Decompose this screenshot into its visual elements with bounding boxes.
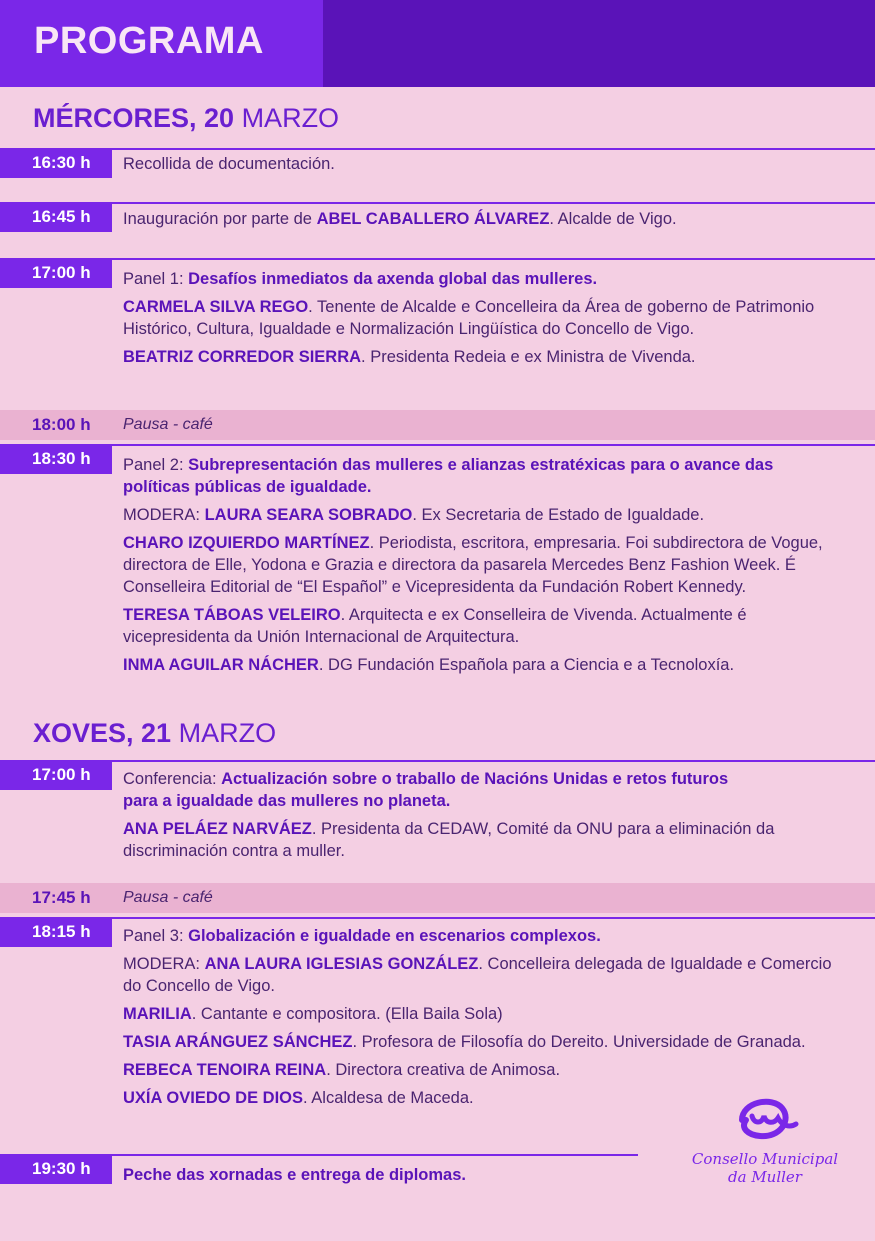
session-time: 17:00 h: [0, 258, 112, 288]
session-time: 18:30 h: [0, 444, 112, 474]
row-divider: [0, 148, 875, 150]
session-text: Panel 1: Desafíos inmediatos da axenda global das mulleres. CARMELA SILVA REGO. Tenente de Alcalde e Concelleira da Área de goberno de Patrimonio Histórico, Cultura, Igualdade e Normalización Lingüística do Concello de Vigo. BEATRIZ CORREDOR SIERRA. Presidenta Redeia e ex Ministra de Vivenda.: [123, 270, 815, 366]
session-time: 16:45 h: [0, 202, 112, 232]
pause-band: [0, 883, 875, 913]
day-heading-2: XOVES, 21 MARZO: [33, 718, 277, 748]
session-text: Conferencia: Actualización sobre o traballo de Nacións Unidas e retos futuros para a igualdade das mulleres no planeta. ANA PELÁEZ NARVÁEZ. Presidenta da CEDAW, Comité da ONU para a eliminación da discriminación contra a muller.: [123, 770, 775, 860]
session-text: Panel 2: Subrepresentación das mulleres e alianzas estratéxicas para o avance das políticas públicas de igualdade. MODERA: LAURA SEARA SOBRADO. Ex Secretaria de Estado de Igualdade. CHARO IZQUIERDO MARTÍNEZ. Periodista, escritora, empresaria. Foi subdirectora de Vogue, directora de Elle, Yodona e Grazia e directora da pasarela Mercedes Benz Fashion Week. É Conselleira Editorial de “El Español” e Vicepresidenta da Fundación Robert Kennedy. TERESA TÁBOAS VELEIRO. Arquitecta e ex Conselleira de Vivenda. Actualmente é vicepresidenta da Unión Internacional de Arquitectura. INMA AGUILAR NÁCHER. DG Fundación Española para a Ciencia e a Tecnoloxía.: [123, 456, 823, 674]
session-time: 16:30 h: [0, 148, 112, 178]
session-time: 18:15 h: [0, 917, 112, 947]
logo-text-line1: Consello Municipal: [691, 1150, 839, 1168]
row-divider: [0, 760, 875, 762]
header-bar: [0, 0, 875, 87]
row-divider: [0, 444, 875, 446]
pause-text: Pausa - café: [123, 416, 213, 433]
pause-time: 18:00 h: [32, 415, 91, 434]
session-text: Recollida de documentación.: [123, 155, 335, 173]
logo-mark-icon: [690, 1090, 840, 1146]
day-heading-1: MÉRCORES, 20 MARZO: [33, 103, 340, 133]
session-text: Panel 3: Globalización e igualdade en escenarios complexos. MODERA: ANA LAURA IGLESIAS GONZÁLEZ. Concelleira delegada de Igualdade e Comercio do Concello de Vigo. MARILIA. Cantante e compositora. (Ella Baila Sola) TASIA ARÁNGUEZ SÁNCHEZ. Profesora de Filosofía do Dereito. Universidade de Granada. REBECA TENOIRA REINA. Directora creativa de Animosa. UXÍA OVIEDO DE DIOS. Alcaldesa de Maceda.: [123, 927, 832, 1107]
row-divider: [0, 258, 875, 260]
session-time: 17:00 h: [0, 760, 112, 790]
pause-band: [0, 410, 875, 440]
session-text: Peche das xornadas e entrega de diplomas.: [123, 1166, 466, 1184]
pause-text: Pausa - café: [123, 889, 213, 906]
header-title-block: [0, 0, 323, 87]
consello-logo: [690, 1090, 840, 1190]
row-divider: [0, 202, 875, 204]
session-text: Inauguración por parte de ABEL CABALLERO ÁLVAREZ. Alcalde de Vigo.: [123, 210, 677, 228]
logo-text-line2: da Muller: [728, 1168, 802, 1186]
page-title: PROGRAMA: [34, 20, 264, 62]
pause-time: 17:45 h: [32, 888, 91, 907]
session-time: 19:30 h: [0, 1154, 112, 1184]
row-divider: [0, 917, 875, 919]
